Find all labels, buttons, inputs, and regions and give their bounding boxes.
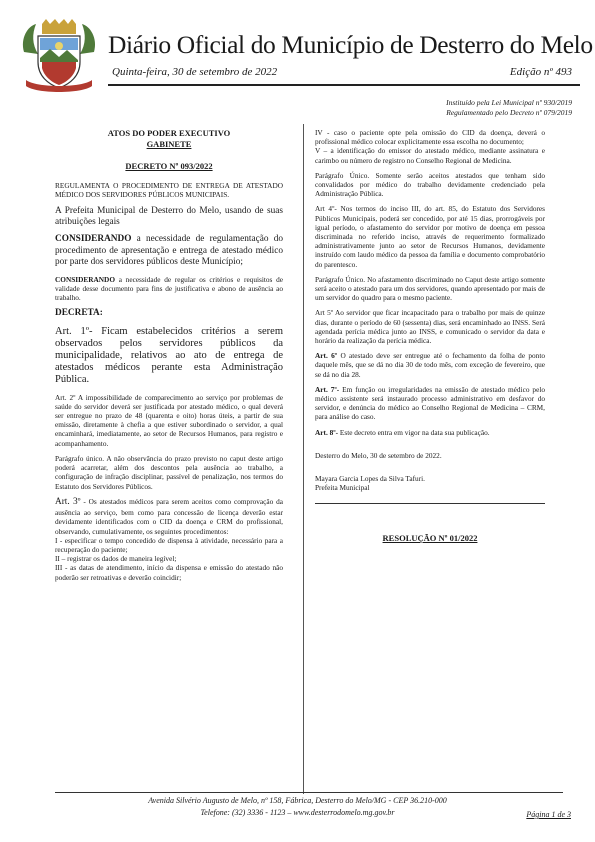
- article-3-item-iii: III - as datas de atendimento, início da dispensa e emissão do atestado não poderão ser retroativas e deverão coincidir;: [55, 563, 283, 582]
- article-2-paragraph: Parágrafo único. A não observância do prazo previsto no caput deste artigo poderá acarretar, além dos descontos pela ausência ao trabalho, a configuração de infração disciplinar, passível de penalização, nos termos do Estatuto dos Servidores Públicos.: [55, 453, 283, 491]
- right-column: [315, 128, 545, 553]
- header-divider: [108, 84, 580, 86]
- resolution-title: RESOLUÇÃO Nº 01/2022: [382, 532, 478, 543]
- article-8-text: Este decreto entra em vigor na data sua publicação.: [338, 427, 490, 437]
- article-8-lead: Art. 8º-: [315, 427, 339, 437]
- article-3-item-i: I - especificar o tempo concedido de dispensa à atividade, necessário para a recuperação do paciente;: [55, 535, 283, 554]
- section-subtitle: GABINETE: [146, 139, 192, 149]
- footer-divider: [55, 792, 563, 793]
- footer-contact: Telefone: (32) 3336 - 1123 – www.desterrodomelo.mg.gov.br: [200, 808, 395, 817]
- municipal-crest-icon: [18, 18, 100, 96]
- article-3-lead: Art. 3º: [55, 496, 81, 507]
- article-4: Art 4º- Nos termos do inciso III, do art. 85, do Estatuto dos Servidores Públicos Municipais, poderá ser concedido, por até 15 dias, prorrogáveis por igual período, o afastamento do servidor por motivo de doença em pessoa discriminada no referido inciso, através de requerimento formalizado administrativamente junto ao setor de Recursos Humanos, devidamente instruído com laudo médico da pessoa da família e documento comprobatório do parentesco.: [315, 204, 545, 269]
- decreta-heading: DECRETA:: [55, 308, 103, 319]
- decree-summary: REGULAMENTA O PROCEDIMENTO DE ENTREGA DE ATESTADO MÉDICO DOS SERVIDORES PÚBLICOS MUNICIPAIS.: [55, 181, 283, 200]
- section-heading: [55, 128, 283, 150]
- considering-lead-1: CONSIDERANDO: [55, 234, 132, 245]
- article-3-paragraph: Parágrafo Único. Somente serão aceitos atestados que tenham sido convalidados por médico do trabalho devidamente credenciado pela Administração Pública.: [315, 170, 545, 199]
- newspaper-title: Diário Oficial do Município de Desterro do Melo: [108, 30, 593, 59]
- page-number: Página 1 de 3: [526, 810, 571, 819]
- signature-divider: [315, 503, 545, 504]
- section-title: ATOS DO PODER EXECUTIVO: [107, 128, 231, 138]
- signer-name: Mayara Garcia Lopes da Silva Tafuri.: [315, 474, 425, 484]
- article-7-lead: Art. 7º-: [315, 384, 340, 394]
- article-1: Art. 1º- Ficam estabelecidos critérios a serem observados pelos servidores públicos da municipalidade, relativos ao ato de entrega de atestados médicos perante esta Administração Pública.: [55, 325, 283, 386]
- considering-text-1: a necessidade de regulamentação do procedimento de apresentação e entrega de atestado médico por parte dos servidores públicos deste Município;: [55, 234, 283, 268]
- closing-date: Desterro do Melo, 30 de setembro de 2022.: [315, 450, 442, 460]
- issue-date: Quinta-feira, 30 de setembro de 2022: [112, 66, 278, 78]
- footer-address: Avenida Silvério Augusto de Melo, nº 158, Fábrica, Desterro do Melo/MG - CEP 36.210-000: [148, 796, 447, 805]
- institution-law: Instituído pela Lei Municipal nº 930/2019: [446, 98, 572, 107]
- article-4-paragraph: Parágrafo Único. No afastamento discriminado no Caput deste artigo somente será aceito o atestado para um dos servidores, quando apresentado por mais de um servidor do quadro para o mesmo paciente.: [315, 274, 545, 303]
- left-column: [55, 128, 283, 588]
- signer-role: Prefeita Municipal: [315, 483, 370, 493]
- considering-lead-2: CONSIDERANDO: [55, 274, 116, 284]
- article-3-item-iv: IV - caso o paciente opte pela omissão do CID da doença, deverá o profissional médico colocar explicitamente essa escolha no documento;: [315, 128, 545, 147]
- article-3-item-v: V – a identificação do emissor do atestado médico, mediante assinatura e carimbo ou número de registro no Conselho Regional de Medicina.: [315, 146, 545, 165]
- article-5: Art 5º Ao servidor que ficar incapacitado para o trabalho por mais de quinze dias, durante o período de 60 (sessenta) dias, será encaminhado ao INSS. Será agendada perícia médica junto ao INSS, e comunicado o servidor da data e horário da realização da perícia médica.: [315, 308, 545, 346]
- considering-text-2: a necessidade de regular os critérios e requisitos de validade desse documento para fins de justificativa e abono de ausência ao trabalho.: [55, 274, 283, 303]
- article-7-text: Em função ou irregularidades na emissão de atestado médico pelo médico assistente será instaurado processo administrativo em desfavor do servidor, e denúncia do médico ao Conselho Regional de Medicina – CRM, para análise do caso.: [315, 384, 545, 422]
- decree-title: DECRETO Nº 093/2022: [125, 161, 213, 171]
- article-3-item-ii: II – registrar os dados de maneira legível;: [55, 554, 177, 564]
- article-6-lead: Art. 6º: [315, 351, 338, 361]
- edition-number: Edição nº 493: [509, 66, 572, 78]
- article-6-text: O atestado deve ser entregue até o fechamento da folha de ponto daquele mês, que se dá no dia 30 de todo mês, com exceção de fevereiro, que se dá no dia 28.: [315, 351, 545, 379]
- regulation-decree: Regulamentado pelo Decreto nº 079/2019: [446, 108, 572, 117]
- decree-intro: A Prefeita Municipal de Desterro do Melo, usando de suas atribuições legais: [55, 205, 283, 228]
- column-divider: [303, 124, 304, 794]
- article-3-text: - Os atestados médicos para serem aceitos como comprovação da ausência ao serviço, bem como para concessão de licença deverão estar devidamente identificados com o CID da doença e CRM do profissional, observando, cumulativamente, os seguintes procedimentos:: [55, 496, 284, 536]
- article-2: Art. 2º A impossibilidade de comparecimento ao serviço por problemas de saúde do servidor deverá ser justificada por atestado médico, o qual deverá ser entregue no prazo de 48 (quarenta e oito) horas úteis, a partir de sua emissão, diretamente à chefia a que estiver subordinado o servidor, a qual encaminhará, imediatamente, ao setor de Recursos Humanos, para registro e acompanhamento.: [55, 392, 283, 448]
